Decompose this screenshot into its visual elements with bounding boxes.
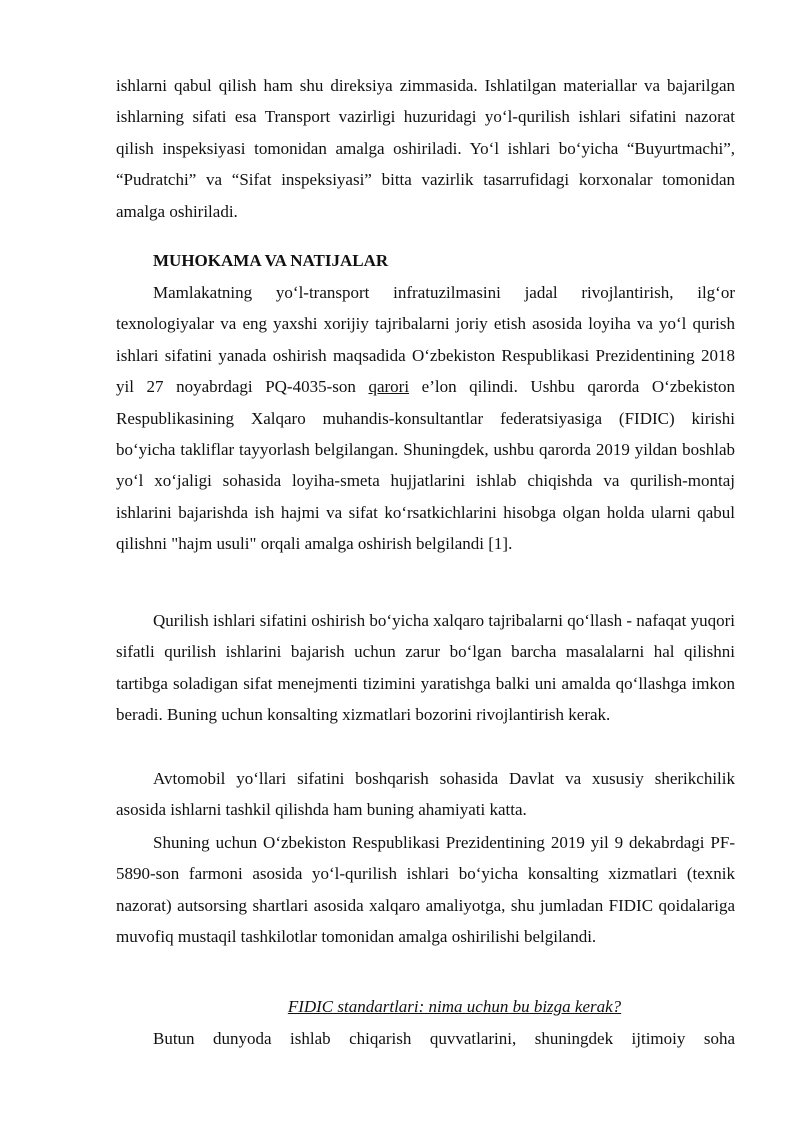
paragraph-decree	[116, 277, 735, 560]
subheading-fidic-text: FIDIC standartlari: nima uchun bu bizga kerak?	[287, 997, 622, 1016]
paragraph-decree-text-a: Mamlakatning yo‘l-transport infratuzilmasini jadal rivojlantirish, ilg‘or texnologiyalar va eng yaxshi xorijiy tajribalarni joriy etish asosida loyiha va yo‘l qurish ishlari sifatini yanada oshirish maqsadida O‘zbekiston Respublikasi Prezidentining 2018 yil 27 noyabrdagi PQ-4035-son	[116, 283, 735, 397]
paragraph-continuation: Butun dunyoda ishlab chiqarish quvvatlarini, shuningdek ijtimoiy soha	[153, 1029, 735, 1048]
paragraph-intro: ishlarni qabul qilish ham shu direksiya zimmasida. Ishlatilgan materiallar va bajarilgan ishlarning sifati esa Transport vazirligi huzuridagi yo‘l-qurilish ishlari sifatini nazorat qilish inspeksiyasi tomonidan amalga oshiriladi. Yo‘l ishlari bo‘yicha “Buyurtmachi”, “Pudratchi” va “Sifat inspeksiyasi” bitta vazirlik tasarrufidagi korxonalar tomonidan amalga oshiriladi.	[116, 76, 735, 221]
decree-link[interactable]: qarori	[368, 377, 410, 397]
paragraph-pf5890: Shuning uchun O‘zbekiston Respublikasi Prezidentining 2019 yil 9 dekabrdagi PF-5890-son farmoni asosida yo‘l-qurilish ishlari bo‘yicha konsalting xizmatlari (texnik nazorat) autsorsing shartlari asosida xalqaro amaliyotga, shu jumladan FIDIC qoidalariga muvofiq mustaqil tashkilotlar tomonidan amalga oshirilishi belgilandi.	[116, 833, 735, 947]
paragraph-decree-text-b: e’lon qilindi. Ushbu qarorda O‘zbekiston Respublikasining Xalqaro muhandis-konsultantlar federatsiyasiga (FIDIC) kirishi bo‘yicha takliflar tayyorlash belgilangan. Shuningdek, ushbu qarorda 2019 yildan boshlab yo‘l xo‘jaligi sohasida loyiha-smeta hujjatlarini ishlab chiqishda va qurilish-montaj ishlarini bajarishda ish hajmi va sifat ko‘rsatkichlarini hisobga olgan holda ularni qabul qilishni "hajm usuli" orqali amalga oshirish belgilandi [1].	[116, 377, 735, 554]
section-heading: MUHOKAMA VA NATIJALAR	[153, 251, 389, 270]
subheading-fidic	[116, 991, 735, 1022]
paragraph-international-practice: Qurilish ishlari sifatini oshirish bo‘yicha xalqaro tajribalarni qo‘llash - nafaqat yuqori sifatli qurilish ishlarini bajarish uchun zarur bo‘lgan barcha masalalarni hal qilishni tartibga soladigan sifat menejmenti tizimini yaratishga balki uni amalda qo‘llashga imkon beradi. Buning uchun konsalting xizmatlari bozorini rivojlantirish kerak.	[116, 611, 735, 725]
paragraph-ppp: Avtomobil yo‘llari sifatini boshqarish sohasida Davlat va xususiy sherikchilik asosida ishlarni tashkil qilishda ham buning ahamiyati katta.	[116, 769, 735, 820]
